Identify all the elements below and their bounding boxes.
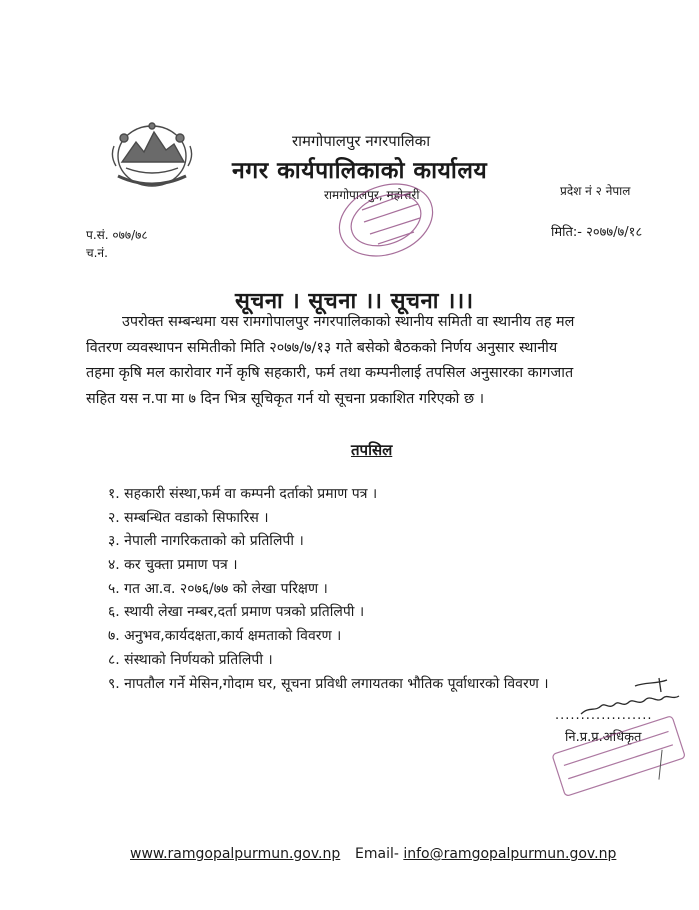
- list-item: ५. गत आ.व. २०७६/७७ को लेखा परिक्षण ।: [108, 580, 328, 597]
- email-link[interactable]: info@ramgopalpurmun.gov.np: [403, 846, 617, 862]
- list-item: ९. नापतौल गर्ने मेसिन,गोदाम घर, सूचना प्रविधी लगायतका भौतिक पूर्वाधारको विवरण ।: [108, 675, 549, 692]
- body-line: तहमा कृषि मल कारोवार गर्ने कृषि सहकारी, फर्म तथा कम्पनीलाई तपसिल अनुसारका कागजात: [86, 365, 574, 381]
- list-item: ४. कर चुक्ता प्रमाण पत्र ।: [108, 557, 238, 574]
- official-stamp: [544, 712, 694, 802]
- body-line: वितरण व्यवस्थापन समितीको मिति २०७७/७/१३ गते बसेको बैठकको निर्णय अनुसार स्थानीय: [86, 339, 558, 356]
- list-item: ३. नेपाली नागरिकताको को प्रतिलिपी ।: [108, 533, 304, 550]
- list-item: ६. स्थायी लेखा नम्बर,दर्ता प्रमाण पत्रको प्रतिलिपी ।: [108, 604, 365, 621]
- list-heading: तपसिल: [351, 441, 393, 459]
- letter-date: मिति:- २०७७/७/१८: [551, 225, 643, 240]
- chalani-number: च.नं.: [86, 246, 108, 260]
- email-label: Email-: [355, 846, 404, 862]
- signer-designation: नि.प्र.प्र.अधिकृत: [565, 730, 642, 745]
- requirements-list: [108, 484, 549, 697]
- notice-body: [86, 310, 686, 412]
- list-item: १. सहकारी संस्था,फर्म वा कम्पनी दर्ताको प्रमाण पत्र ।: [108, 486, 378, 502]
- reference-number: प.सं. ०७७/७८: [86, 228, 148, 242]
- org-name: रामगोपालपुर नगरपालिका: [292, 132, 431, 150]
- office-seal-stamp: [322, 180, 448, 262]
- office-address: रामगोपालपुर, महोत्तरी: [324, 188, 420, 202]
- body-line: सहित यस न.पा मा ७ दिन भित्र सूचिकृत गर्न यो सूचना प्रकाशित गरिएको छ ।: [86, 390, 485, 407]
- signature-line: ...................: [555, 708, 653, 723]
- office-title: नगर कार्यपालिकाको कार्यालय: [232, 158, 488, 184]
- body-line: उपरोक्त सम्बन्धमा यस रामगोपालपुर नगरपालिकाको स्थानीय समिती वा स्थानीय तह मल: [122, 314, 575, 330]
- list-item: ७. अनुभव,कार्यदक्षता,कार्य क्षमताको विवरण ।: [108, 628, 342, 645]
- footer-website-link[interactable]: www.ramgopalpurmun.gov.np: [130, 846, 341, 862]
- list-item: ८. संस्थाको निर्णयको प्रतिलिपी ।: [108, 651, 273, 668]
- notice-heading: सूचना । सूचना ।। सूचना ।।।: [235, 289, 474, 314]
- nepal-emblem-icon: [104, 116, 200, 196]
- province-label: प्रदेश नं २ नेपाल: [560, 184, 631, 198]
- footer-email: [355, 846, 616, 862]
- list-item: २. सम्बन्धित वडाको सिफारिस ।: [108, 509, 269, 526]
